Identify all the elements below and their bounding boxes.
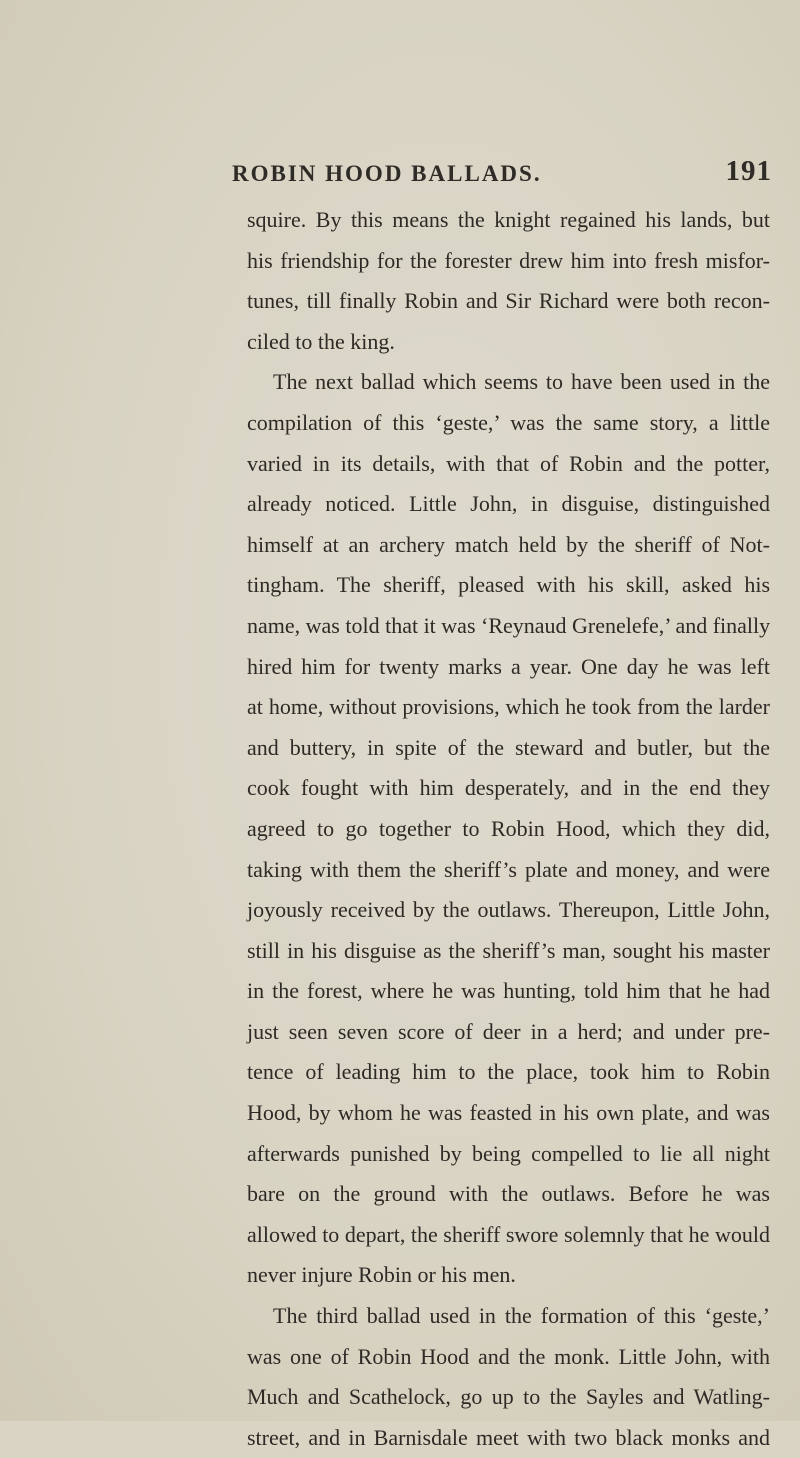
- text-line: joyously received by the outlaws. Thereupon, Little John,: [247, 897, 770, 923]
- text-line: still in his disguise as the sheriff’s man, sought his master: [247, 937, 770, 963]
- text-line: ciled to the king.: [247, 328, 395, 354]
- text-line: hired him for twenty marks a year. One day he was left: [247, 653, 770, 679]
- text-line: tence of leading him to the place, took him to Robin: [247, 1059, 770, 1085]
- text-line: agreed to go together to Robin Hood, which they did,: [247, 815, 770, 841]
- text-line: Much and Scathelock, go up to the Sayles and Watling-: [247, 1384, 770, 1410]
- text-line: at home, without provisions, which he took from the larder: [247, 694, 770, 720]
- text-line: squire. By this means the knight regained his lands, but: [247, 207, 770, 232]
- text-line: taking with them the sheriff’s plate and money, and were: [247, 856, 770, 882]
- page-number: 191: [725, 155, 772, 187]
- text-line: never injure Robin or his men.: [247, 1262, 516, 1288]
- text-line: bare on the ground with the outlaws. Before he was: [247, 1181, 770, 1207]
- body-text: [247, 200, 770, 1458]
- text-line: in the forest, where he was hunting, told him that he had: [247, 978, 770, 1004]
- text-line: tunes, till finally Robin and Sir Richard were both recon-: [247, 288, 770, 314]
- page-header: [232, 155, 772, 195]
- text-line: The third ballad used in the formation of this ‘geste,’: [273, 1303, 770, 1329]
- text-line: varied in its details, with that of Robin and the potter,: [247, 450, 770, 476]
- text-line: afterwards punished by being compelled to lie all night: [247, 1140, 770, 1166]
- text-line: his friendship for the forester drew him into fresh misfor-: [247, 247, 770, 273]
- text-line: Hood, by whom he was feasted in his own plate, and was: [247, 1100, 770, 1126]
- text-line: cook fought with him desperately, and in the end they: [247, 775, 770, 801]
- text-line: just seen seven score of deer in a herd; and under pre-: [247, 1018, 770, 1044]
- running-title: ROBIN HOOD BALLADS.: [232, 161, 542, 186]
- text-line: allowed to depart, the sheriff swore solemnly that he would: [247, 1221, 770, 1247]
- text-line: already noticed. Little John, in disguise, distinguished: [247, 491, 770, 517]
- text-line: The next ballad which seems to have been used in the: [273, 369, 770, 395]
- text-line: and buttery, in spite of the steward and butler, but the: [247, 734, 770, 760]
- text-line: name, was told that it was ‘Reynaud Grenelefe,’ and finally: [247, 612, 771, 638]
- text-line: street, and in Barnisdale meet with two black monks and: [247, 1424, 770, 1450]
- text-line: compilation of this ‘geste,’ was the same story, a little: [247, 409, 770, 435]
- text-line: himself at an archery match held by the sheriff of Not-: [247, 531, 770, 557]
- text-line: was one of Robin Hood and the monk. Little John, with: [247, 1343, 770, 1369]
- text-line: tingham. The sheriff, pleased with his skill, asked his: [247, 572, 770, 598]
